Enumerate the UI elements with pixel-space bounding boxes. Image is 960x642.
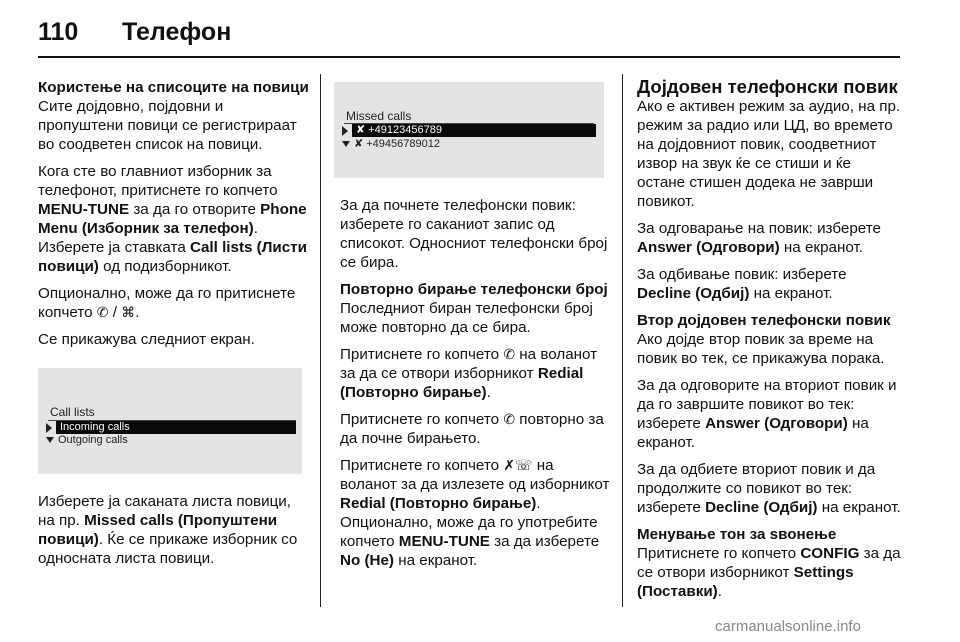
paragraph: За одбивање повик: изберете Decline (Одбиј) на екранот. <box>637 266 847 302</box>
chevron-down-icon <box>46 437 54 443</box>
page-title: Телефон <box>122 18 232 46</box>
phone-mute-icon: ⌘ <box>121 304 136 320</box>
list-item: ✘ +49456789012 <box>342 137 440 150</box>
phone-handset-icon: ✆ <box>96 304 109 320</box>
missed-call-icon: ✘ <box>356 124 366 136</box>
header-rule <box>38 56 900 58</box>
hang-up-icon: ✗☏ <box>503 457 533 473</box>
paragraph: За одговарање на повик: изберете Answer (Одговори) на екранот. <box>637 220 881 256</box>
decline-label: Decline (Одбиј) <box>705 499 818 516</box>
paragraph: Се прикажува следниот екран. <box>38 331 255 348</box>
paragraph: Притиснете го копчето ✆ на воланот за да се отвори изборникот Redial (Повторно бирање). <box>340 346 598 401</box>
paragraph: Притиснете го копчето ✆ повторно за да почне бирањето. <box>340 411 604 447</box>
column-2 <box>340 196 612 578</box>
paragraph: За да почнете телефонски повик: изберете го саканиот запис од списокот. Односниот телефонски број се бира. <box>340 197 608 271</box>
selected-list-item: Incoming calls <box>56 421 296 434</box>
missed-calls-label: Missed calls (Пропуштени повици) <box>38 512 278 548</box>
paragraph: Изберете ја саканата листа повици, на пр. Missed calls (Пропуштени повици). Ќе се прикаже изборник со односната листа повици. <box>38 493 298 567</box>
answer-label: Answer (Одговори) <box>637 239 780 256</box>
column-1-continued <box>38 492 310 576</box>
section-heading-incoming-call: Дојдовен телефонски повик <box>637 76 898 97</box>
column-1 <box>38 78 310 357</box>
column-divider-1 <box>320 74 321 607</box>
menu-tune-label: MENU-TUNE <box>398 533 490 550</box>
paragraph: За да одговорите на вториот повик и да го завршите повикот во тек: изберете Answer (Одговори) на екранот. <box>637 377 897 451</box>
settings-label: Settings (Поставки) <box>637 564 854 600</box>
selected-list-item: ✘ +49123456789 <box>352 124 596 137</box>
screen-title: Missed calls <box>346 109 412 123</box>
paragraph: Последниот биран телефонски број може повторно да се бира. <box>340 300 593 336</box>
list-item: Outgoing calls <box>46 434 128 446</box>
missed-call-icon: ✘ <box>354 138 364 150</box>
answer-label: Answer (Одговори) <box>705 415 848 432</box>
redial-label: Redial (Повторно бирање) <box>340 365 584 401</box>
section-heading-ringtone: Менување тон за ѕвонење <box>637 526 837 543</box>
paragraph: Сите дојдовно, појдовни и пропуштени повици се регистрираат во соодветен список на повици. <box>38 98 297 153</box>
chevron-down-icon <box>342 141 350 147</box>
column-3 <box>637 76 902 609</box>
menu-tune-label: MENU-TUNE <box>38 201 130 218</box>
paragraph: За да одбиете вториот повик и да продолжите со повикот во тек: изберете Decline (Одбиј) на екранот. <box>637 461 901 516</box>
call-lists-screen-image <box>38 368 302 474</box>
section-heading-second-call: Втор дојдовен телефонски повик <box>637 312 891 329</box>
paragraph: Притиснете го копчето ✗☏ на воланот за да излезете од изборникот Redial (Повторно бирање). Опционално, може да го употребите копчето MENU-TUNE за да изберете No (Не) на екранот. <box>340 457 610 569</box>
config-label: CONFIG <box>800 545 860 562</box>
watermark: carmanualsonline.info <box>715 618 861 635</box>
paragraph: Ако е активен режим за аудио, на пр. режим за радио или ЦД, во времето на дојдовниот повик, соодветниот извор на звук ќе се стиши и ќе остане стишен додека не заврши повикот. <box>637 98 901 210</box>
no-label: No (Не) <box>340 552 394 569</box>
page-number: 110 <box>38 18 79 46</box>
paragraph: Ако дојде втор повик за време на повик во тек, се прикажува порака. <box>637 331 885 367</box>
phone-menu-label: Phone Menu (Изборник за телефон) <box>38 201 307 237</box>
paragraph: Кога сте во главниот изборник за телефонот, притиснете го копчето MENU-TUNE за да го отворите Phone Menu (Изборник за телефон). Изберете ја ставката Call lists (Листи повици) од подизборникот. <box>38 163 307 275</box>
selected-arrow-icon <box>46 423 52 433</box>
section-heading-redial: Повторно бирање телефонски број <box>340 281 608 298</box>
decline-label: Decline (Одбиј) <box>637 285 750 302</box>
phone-call-icon: ✆ <box>503 346 516 362</box>
screen-title: Call lists <box>50 405 95 419</box>
paragraph: Притиснете го копчето CONFIG за да се отвори изборникот Settings (Поставки). <box>637 545 901 600</box>
column-divider-2 <box>622 74 623 607</box>
selected-arrow-icon <box>342 126 348 136</box>
section-heading-call-lists: Користење на списоците на повици <box>38 79 309 96</box>
redial-label: Redial (Повторно бирање) <box>340 495 537 512</box>
call-lists-label: Call lists (Листи повици) <box>38 239 307 275</box>
phone-call-icon: ✆ <box>503 411 516 427</box>
paragraph: Опционално, може да го притиснете копчето ✆ / ⌘. <box>38 285 296 321</box>
missed-calls-screen-image <box>334 82 604 178</box>
